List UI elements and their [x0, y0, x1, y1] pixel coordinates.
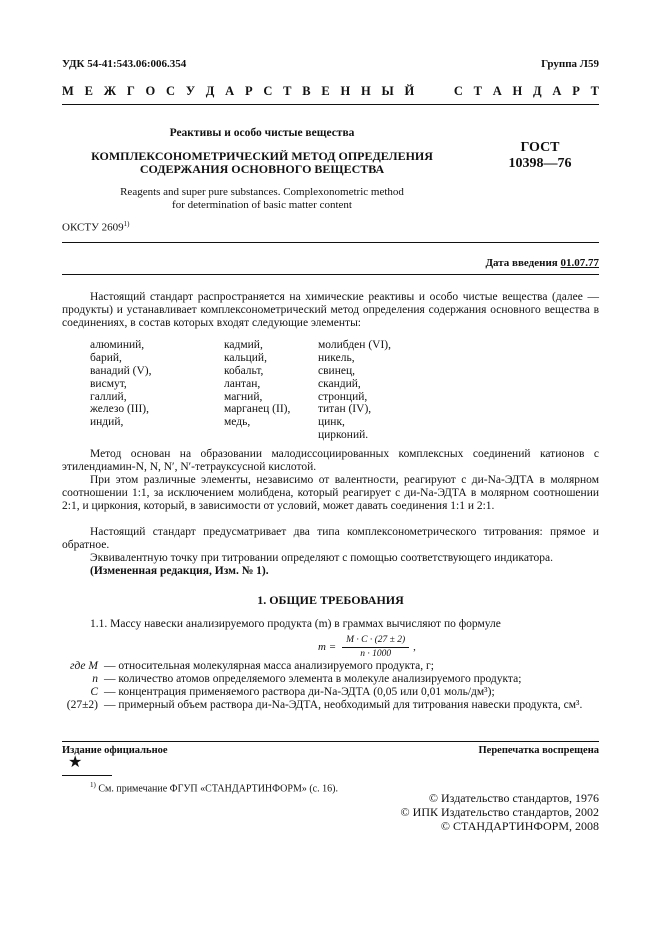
element-item: титан (IV),	[318, 403, 372, 416]
intro-paragraph: Настоящий стандарт распространяется на химические реактивы и особо чистые вещества (далее — продукты) и устанавливает комплексонометрический метод определения содержания основного вещества в соединениях, в состав которых входят следующие элементы:	[62, 291, 599, 329]
banner-word1-letter: О	[145, 84, 156, 98]
footnote-marker: 1)	[90, 781, 96, 789]
method-paragraph: Метод основан на образовании малодиссоциированных комплексных соединений катионов с этилендиамин-N, N, N′, N′-тетрауксусной кислотой.	[62, 448, 599, 473]
indicator-paragraph: Эквивалентную точку при титровании определяют с помощью соответствующего индикатора.	[90, 552, 554, 564]
definition-text: — концентрация применяемого раствора ди-Na-ЭДТА (0,05 или 0,01 моль/дм³);	[104, 686, 495, 698]
element-item: индий,	[90, 416, 124, 429]
banner-word1-letter: А	[225, 84, 235, 98]
elements-column-1	[90, 339, 152, 429]
okstu-code	[62, 218, 129, 235]
banner-rule	[62, 104, 599, 105]
banner-word1-letter: Г	[126, 84, 135, 98]
footnote	[90, 779, 338, 795]
definition-row	[62, 673, 599, 686]
banner-word1-letter: Н	[361, 84, 371, 98]
element-item: алюминий,	[90, 339, 145, 351]
formula-fraction	[342, 635, 409, 660]
element-item: магний,	[224, 390, 263, 403]
banner-word1-letter: С	[166, 84, 176, 98]
title-line-2: СОДЕРЖАНИЯ ОСНОВНОГО ВЕЩЕСТВА	[139, 162, 385, 176]
element-item: железо (III),	[90, 403, 150, 416]
okstu-text: ОКСТУ 2609	[62, 221, 124, 234]
element-item: никель,	[318, 351, 355, 364]
copyright-1976: © Издательство стандартов, 1976	[428, 791, 599, 805]
element-item: ванадий (V),	[90, 364, 152, 377]
elements-column-3	[318, 339, 391, 442]
banner-word2-letter: А	[552, 84, 562, 98]
footnote-text: См. примечание ФГУП «СТАНДАРТИНФОРМ» (с. 16).	[98, 783, 338, 795]
category-title: Реактивы и особо чистые вещества	[169, 127, 355, 139]
element-item: скандий,	[318, 377, 361, 390]
banner-word2-letter: А	[492, 84, 502, 98]
definition-row	[62, 686, 599, 699]
standard-banner	[62, 85, 599, 98]
element-item: висмут,	[90, 377, 127, 390]
banner-word1-letter: Т	[283, 84, 292, 98]
banner-word1-letter: М	[62, 84, 74, 98]
formula-numerator: M · C · (27 ± 2)	[342, 635, 409, 648]
banner-word1-letter: Е	[321, 84, 330, 98]
reaction-paragraph: При этом различные элементы, независимо от валентности, реагируют с ди-Na-ЭДТА в молярном соотношении 1:1, за исключением молибдена, который реагирует с ди-Na-ЭДТА в молярном соотношении 2:1, и циркония, который, в зависимости от условий, может давать соединения 1:1 и 2:1.	[62, 474, 599, 512]
banner-word1-letter: Н	[340, 84, 351, 98]
copyright-2008: © СТАНДАРТИНФОРМ, 2008	[440, 819, 599, 833]
definition-text: — примерный объем раствора ди-Na-ЭДТА, необходимый для титрования навески продукта, см³.	[104, 699, 583, 711]
element-item: молибден (VI),	[318, 339, 391, 351]
english-title-line-1: Reagents and super pure substances. Complexonometric method	[120, 186, 404, 198]
banner-word1-letter: С	[263, 84, 273, 98]
formula-lhs: m =	[318, 641, 337, 653]
gost-number	[480, 140, 600, 172]
banner-word1-letter: У	[185, 84, 196, 98]
element-item: марганец (II),	[224, 403, 291, 416]
banner-word2-letter: Т	[473, 84, 482, 98]
title-rule	[62, 242, 599, 243]
element-item: лантан,	[224, 377, 261, 390]
english-title	[62, 186, 462, 212]
element-item: цинк,	[318, 416, 345, 429]
reprint-notice: Перепечатка воспрещена	[478, 745, 599, 756]
banner-word1-letter: Д	[205, 84, 215, 98]
document-title	[62, 150, 462, 176]
elements-column-2	[224, 339, 290, 429]
banner-word1-letter: Й	[404, 84, 415, 98]
definition-symbol: (27±2)	[66, 699, 98, 711]
element-item: кадмий,	[224, 339, 263, 351]
banner-word1-letter: Ж	[103, 84, 117, 98]
group-code: Группа Л59	[541, 58, 599, 70]
banner-word2-letter: Т	[590, 84, 599, 98]
element-item: галлий,	[90, 390, 127, 403]
definition-text: — относительная молекулярная масса анализируемого продукта, г;	[104, 660, 434, 672]
definition-row	[62, 699, 599, 725]
element-item: барий,	[90, 351, 122, 364]
title-line-1: КОМПЛЕКСОНОМЕТРИЧЕСКИЙ МЕТОД ОПРЕДЕЛЕНИЯ	[91, 149, 433, 163]
banner-word1-letter: Ы	[381, 84, 394, 98]
banner-word2-letter: Д	[533, 84, 542, 98]
element-item: медь,	[224, 416, 251, 429]
element-item: цирконий.	[318, 429, 369, 442]
definition-symbol: где M	[69, 660, 98, 672]
definition-symbol: n	[92, 673, 98, 685]
formula-tail: ,	[413, 641, 416, 653]
definition-text: — количество атомов определяемого элемента в молекуле анализируемого продукта;	[104, 673, 522, 685]
footnote-rule	[62, 775, 112, 776]
date-rule	[62, 274, 599, 275]
mass-formula	[318, 635, 416, 660]
titration-types-paragraph: Настоящий стандарт предусматривает два типа комплексонометрического титрования: прямое и обратное.	[62, 526, 599, 551]
official-edition: Издание официальное	[62, 745, 168, 756]
banner-word2-letter: С	[453, 84, 463, 98]
element-item: кальций,	[224, 351, 267, 364]
banner-word1-letter: В	[302, 84, 311, 98]
english-title-line-2: for determination of basic matter content	[172, 199, 352, 211]
element-item: свинец,	[318, 364, 355, 377]
definition-symbol: C	[90, 686, 98, 698]
variable-definitions	[62, 660, 599, 725]
introduction-date	[485, 257, 599, 270]
section-heading: 1. ОБЩИЕ ТРЕБОВАНИЯ	[257, 593, 404, 607]
intro-date-value: 01.07.77	[560, 257, 599, 269]
banner-gap	[425, 85, 443, 98]
gost-label: ГОСТ	[520, 140, 560, 155]
amendment-note: (Измененная редакция, Изм. № 1).	[90, 565, 269, 577]
banner-word2-letter: Р	[572, 84, 580, 98]
element-item: стронций,	[318, 390, 368, 403]
definition-row	[62, 660, 599, 673]
star-icon: ★	[68, 754, 83, 771]
banner-word2-letter: Н	[512, 84, 523, 98]
element-item: кобальт,	[224, 364, 264, 377]
udk-code: УДК 54-41:543.06:006.354	[62, 58, 187, 70]
formula-denominator: n · 1000	[360, 649, 392, 659]
banner-word1-letter: Е	[84, 84, 93, 98]
gost-code: 10398—76	[508, 156, 572, 171]
intro-date-label: Дата введения	[485, 257, 558, 269]
clause-1-1: 1.1. Массу навески анализируемого продукта (m) в граммах вычисляют по формуле	[90, 618, 501, 630]
footer-rule	[62, 741, 599, 742]
okstu-footnote-ref: 1)	[123, 220, 130, 228]
banner-word1-letter: Р	[244, 84, 253, 98]
copyright-2002: © ИПК Издательство стандартов, 2002	[400, 805, 599, 819]
